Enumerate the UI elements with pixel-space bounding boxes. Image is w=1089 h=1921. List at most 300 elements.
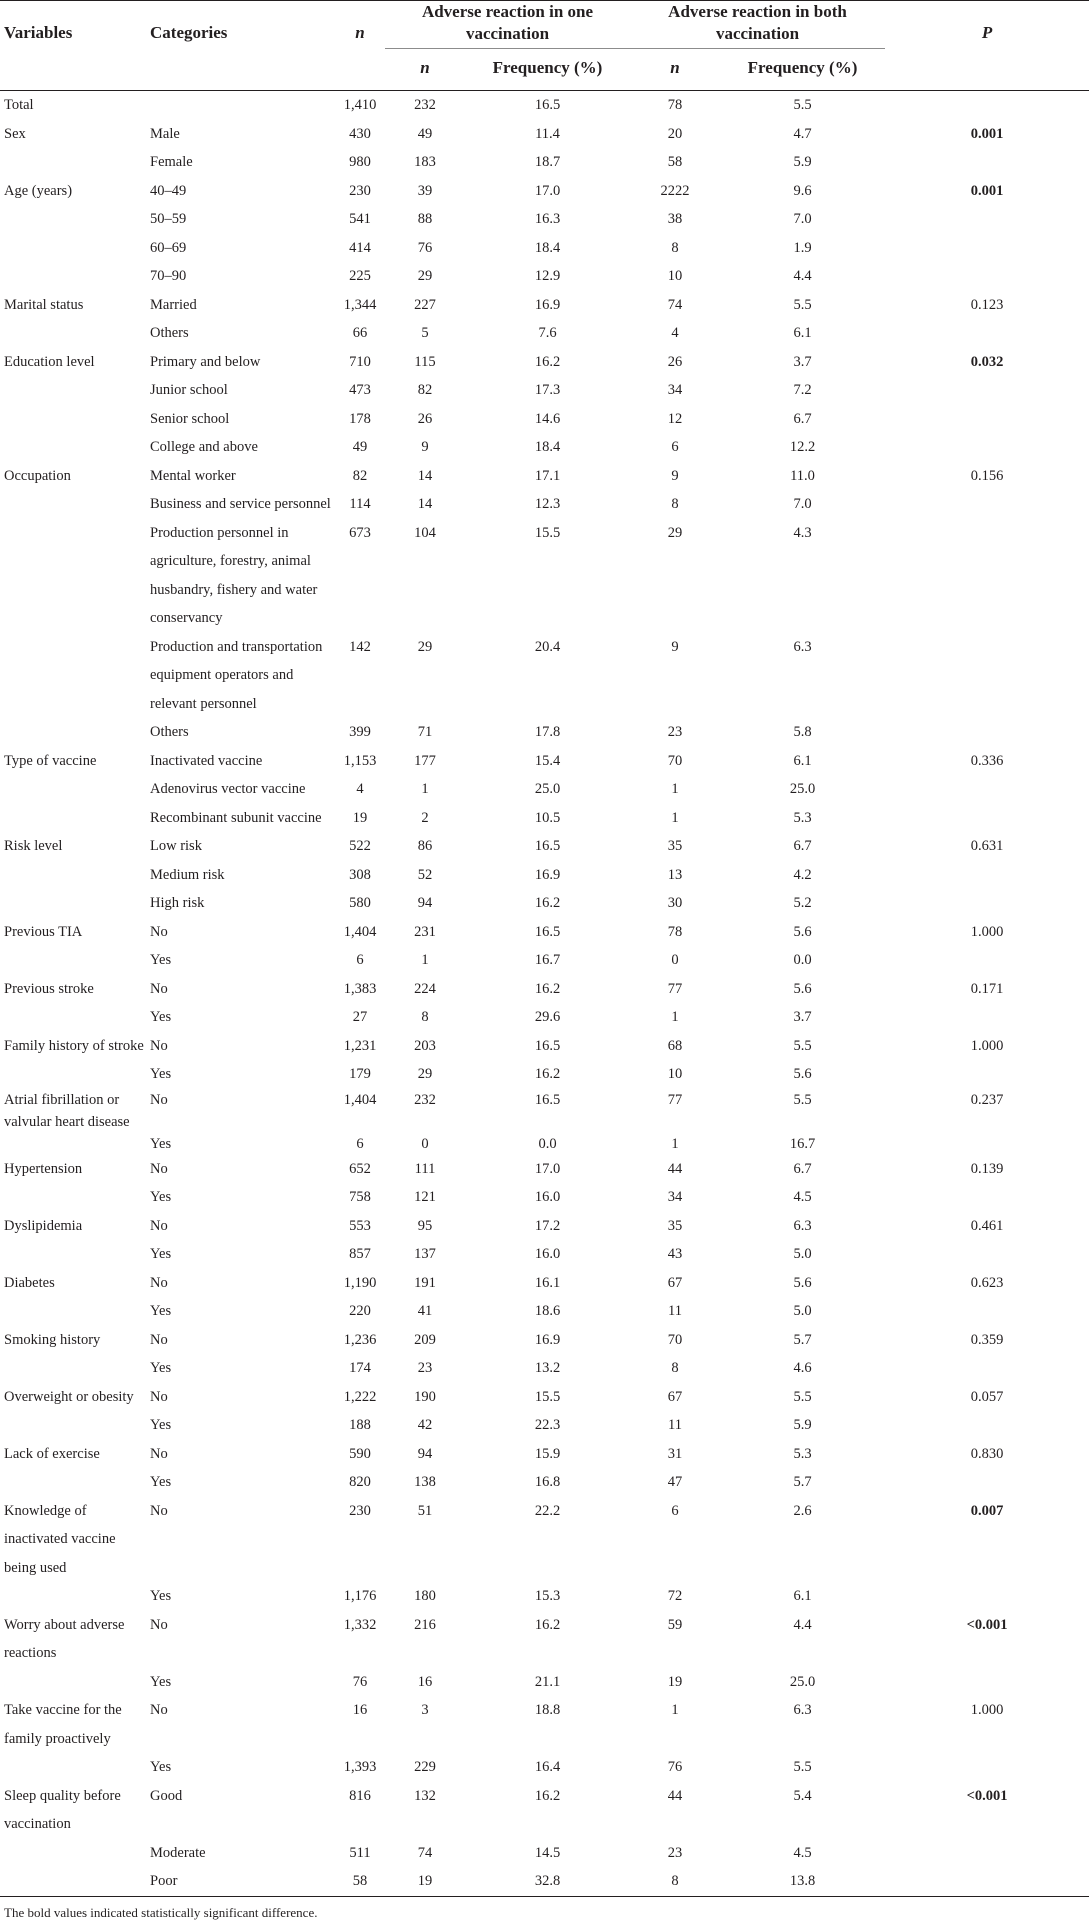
cell-variable: Family history of stroke bbox=[4, 1037, 144, 1054]
header-one-n: n bbox=[385, 49, 465, 91]
cell-one-n: 14 bbox=[417, 467, 433, 484]
cell-one-n: 51 bbox=[417, 1502, 433, 1519]
cell-both-n: 70 bbox=[667, 752, 683, 769]
cell-one-frequency: 16.9 bbox=[534, 866, 561, 883]
cell-p: 1.000 bbox=[970, 1037, 1004, 1054]
table-row bbox=[0, 462, 1089, 491]
cell-both-frequency: 2.6 bbox=[793, 1502, 812, 1519]
cell-n: 174 bbox=[349, 1360, 371, 1376]
cell-category: Senior school bbox=[150, 410, 230, 427]
cell-n: 188 bbox=[349, 1417, 371, 1433]
cell-one-frequency: 18.6 bbox=[534, 1303, 561, 1319]
cell-both-n: 13 bbox=[667, 866, 683, 883]
cell-category: Yes bbox=[150, 1417, 172, 1433]
cell-n: 1,383 bbox=[343, 980, 377, 997]
cell-both-frequency: 5.5 bbox=[793, 1091, 812, 1108]
cell-p bbox=[885, 319, 1089, 348]
cell-one-n: 14 bbox=[417, 496, 433, 512]
cell-variable bbox=[0, 262, 150, 291]
cell-one-frequency: 12.9 bbox=[534, 268, 561, 284]
table-row bbox=[0, 348, 1089, 377]
cell-both-n: 11 bbox=[668, 1417, 682, 1433]
cell-p bbox=[885, 1003, 1089, 1032]
cell-one-n: 82 bbox=[417, 382, 433, 398]
cell-one-n: 9 bbox=[421, 439, 429, 455]
cell-one-frequency: 17.3 bbox=[534, 382, 561, 398]
cell-category: Yes bbox=[150, 1303, 172, 1319]
table-row bbox=[0, 319, 1089, 348]
cell-one-n: 29 bbox=[417, 638, 433, 655]
cell-category: Yes bbox=[150, 1009, 172, 1025]
cell-n: 1,222 bbox=[343, 1388, 377, 1405]
cell-p bbox=[885, 91, 1089, 120]
cell-both-frequency: 11.0 bbox=[790, 467, 815, 484]
cell-one-frequency: 17.0 bbox=[534, 1160, 561, 1177]
cell-both-n: 30 bbox=[667, 895, 683, 911]
cell-both-n: 58 bbox=[667, 154, 683, 170]
cell-p bbox=[885, 234, 1089, 263]
cell-one-frequency: 22.2 bbox=[534, 1502, 561, 1519]
cell-one-frequency: 16.8 bbox=[534, 1474, 561, 1490]
cell-variable bbox=[0, 1468, 150, 1497]
cell-category: Yes bbox=[150, 1588, 172, 1604]
cell-both-n: 1 bbox=[671, 809, 679, 826]
cell-both-n: 11 bbox=[668, 1303, 682, 1319]
cell-n: 1,393 bbox=[343, 1759, 377, 1775]
cell-category: Male bbox=[150, 125, 180, 142]
cell-one-frequency: 11.4 bbox=[535, 125, 560, 142]
cell-both-frequency: 6.7 bbox=[793, 410, 812, 427]
cell-one-frequency: 32.8 bbox=[534, 1873, 561, 1889]
table-row bbox=[0, 718, 1089, 747]
cell-category: Yes bbox=[150, 1246, 172, 1262]
cell-one-frequency: 14.6 bbox=[534, 410, 561, 427]
table-row bbox=[0, 1411, 1089, 1440]
cell-both-n: 12 bbox=[667, 410, 683, 427]
cell-p bbox=[885, 433, 1089, 462]
cell-category: Production personnel in agriculture, forestry, animal husbandry, fishery and water conservancy bbox=[150, 524, 318, 626]
table-row bbox=[0, 1032, 1089, 1061]
cell-p bbox=[885, 1411, 1089, 1440]
cell-variable bbox=[0, 205, 150, 234]
cell-one-n: 74 bbox=[417, 1844, 433, 1861]
cell-p bbox=[885, 804, 1089, 833]
cell-both-n: 43 bbox=[667, 1246, 683, 1262]
table-row bbox=[0, 376, 1089, 405]
cell-one-n: 177 bbox=[414, 752, 436, 769]
cell-one-n: 224 bbox=[414, 980, 436, 997]
cell-variable bbox=[0, 775, 150, 804]
cell-both-frequency: 6.7 bbox=[793, 838, 812, 854]
cell-category: Business and service personnel bbox=[150, 496, 331, 512]
cell-both-n: 67 bbox=[667, 1274, 683, 1291]
cell-one-frequency: 16.5 bbox=[534, 97, 561, 113]
cell-p: 0.359 bbox=[970, 1331, 1004, 1348]
cell-p: 1.000 bbox=[970, 923, 1004, 940]
cell-variable bbox=[0, 433, 150, 462]
cell-both-n: 19 bbox=[667, 1673, 683, 1690]
cell-category: 60–69 bbox=[150, 239, 187, 256]
cell-both-frequency: 5.5 bbox=[793, 296, 812, 313]
cell-n: 1,236 bbox=[343, 1331, 377, 1348]
cell-one-frequency: 18.4 bbox=[534, 239, 561, 256]
table-row bbox=[0, 1326, 1089, 1355]
cell-p: 0.336 bbox=[970, 752, 1004, 769]
cell-one-n: 111 bbox=[414, 1160, 436, 1177]
header-n: n bbox=[355, 23, 365, 42]
table-row bbox=[0, 1782, 1089, 1839]
cell-one-n: 42 bbox=[417, 1417, 433, 1433]
cell-p: 0.123 bbox=[970, 296, 1004, 313]
cell-one-frequency: 7.6 bbox=[538, 325, 557, 341]
cell-variable bbox=[0, 1668, 150, 1697]
cell-n: 1,231 bbox=[343, 1037, 377, 1054]
cell-both-frequency: 6.1 bbox=[793, 1588, 812, 1604]
table-row bbox=[0, 861, 1089, 890]
header-both-frequency: Frequency (%) bbox=[720, 49, 885, 91]
cell-category: Inactivated vaccine bbox=[150, 752, 263, 769]
cell-both-n: 2222 bbox=[660, 182, 690, 199]
cell-n: 230 bbox=[349, 1502, 371, 1519]
cell-both-n: 23 bbox=[667, 1844, 683, 1861]
cell-p bbox=[885, 490, 1089, 519]
cell-one-frequency: 16.4 bbox=[534, 1759, 561, 1775]
cell-one-n: 232 bbox=[414, 1091, 436, 1108]
cell-n: 541 bbox=[349, 211, 371, 227]
cell-category: No bbox=[150, 1217, 168, 1234]
table-row bbox=[0, 519, 1089, 633]
cell-category: Low risk bbox=[150, 838, 202, 854]
cell-category: 40–49 bbox=[150, 182, 187, 199]
cell-n: 590 bbox=[349, 1445, 371, 1462]
cell-n: 473 bbox=[349, 382, 371, 398]
cell-both-n: 31 bbox=[667, 1445, 683, 1462]
cell-n: 179 bbox=[349, 1066, 371, 1082]
cell-one-frequency: 17.2 bbox=[534, 1217, 561, 1234]
cell-both-frequency: 1.9 bbox=[793, 239, 812, 256]
cell-one-n: 104 bbox=[414, 524, 436, 541]
table-body bbox=[0, 91, 1089, 1897]
cell-both-n: 70 bbox=[667, 1331, 683, 1348]
header-variables: Variables bbox=[4, 23, 73, 42]
cell-both-n: 35 bbox=[667, 1217, 683, 1234]
cell-p bbox=[885, 775, 1089, 804]
cell-category: Yes bbox=[150, 952, 172, 968]
cell-both-n: 8 bbox=[671, 239, 679, 256]
cell-both-n: 78 bbox=[667, 97, 683, 113]
cell-both-n: 67 bbox=[667, 1388, 683, 1405]
cell-both-n: 44 bbox=[667, 1787, 683, 1804]
cell-one-n: 71 bbox=[417, 724, 433, 740]
cell-category: Mental worker bbox=[150, 467, 236, 484]
table-row bbox=[0, 205, 1089, 234]
cell-both-frequency: 5.3 bbox=[793, 1445, 812, 1462]
cell-n: 178 bbox=[349, 410, 371, 427]
cell-variable bbox=[0, 946, 150, 975]
cell-one-frequency: 16.2 bbox=[534, 1066, 561, 1082]
cell-one-n: 137 bbox=[414, 1246, 436, 1262]
cell-variable: Diabetes bbox=[4, 1274, 55, 1291]
cell-both-n: 23 bbox=[667, 724, 683, 740]
cell-one-n: 19 bbox=[417, 1873, 433, 1889]
cell-p bbox=[885, 1354, 1089, 1383]
cell-variable: Age (years) bbox=[4, 182, 73, 199]
cell-one-frequency: 18.8 bbox=[534, 1702, 561, 1718]
cell-one-frequency: 16.1 bbox=[534, 1274, 561, 1291]
cell-one-n: 76 bbox=[417, 239, 433, 256]
cell-both-n: 78 bbox=[667, 923, 683, 940]
cell-n: 6 bbox=[356, 952, 364, 968]
cell-one-n: 16 bbox=[417, 1673, 433, 1690]
cell-both-n: 20 bbox=[667, 125, 683, 142]
cell-category: Yes bbox=[150, 1135, 172, 1152]
cell-one-frequency: 17.8 bbox=[534, 724, 561, 740]
cell-category: Moderate bbox=[150, 1844, 206, 1861]
cell-p bbox=[885, 946, 1089, 975]
cell-one-frequency: 13.2 bbox=[534, 1360, 561, 1376]
cell-both-frequency: 3.7 bbox=[793, 353, 812, 370]
cell-category: Poor bbox=[150, 1873, 178, 1889]
cell-category: No bbox=[150, 980, 168, 997]
cell-category: Yes bbox=[150, 1066, 172, 1082]
cell-category: No bbox=[150, 1616, 168, 1633]
cell-variable bbox=[0, 519, 150, 633]
cell-one-n: 138 bbox=[414, 1474, 436, 1490]
cell-one-frequency: 16.9 bbox=[534, 1331, 561, 1348]
cell-p bbox=[885, 1133, 1089, 1155]
cell-category: Others bbox=[150, 724, 189, 740]
table-row bbox=[0, 1468, 1089, 1497]
cell-one-n: 227 bbox=[414, 296, 436, 313]
cell-both-frequency: 4.6 bbox=[793, 1360, 812, 1376]
cell-p bbox=[885, 1240, 1089, 1269]
cell-n: 114 bbox=[349, 496, 371, 512]
cell-one-frequency: 22.3 bbox=[534, 1417, 561, 1433]
cell-n: 230 bbox=[349, 182, 371, 199]
cell-both-n: 77 bbox=[667, 1091, 683, 1108]
cell-category: Yes bbox=[150, 1474, 172, 1490]
table-row bbox=[0, 405, 1089, 434]
cell-p bbox=[885, 1060, 1089, 1089]
cell-both-frequency: 4.4 bbox=[793, 268, 812, 284]
cell-variable bbox=[0, 1297, 150, 1326]
header-categories: Categories bbox=[150, 23, 228, 42]
header-one-frequency: Frequency (%) bbox=[465, 49, 630, 91]
table-row bbox=[0, 1060, 1089, 1089]
cell-category: No bbox=[150, 1331, 168, 1348]
table-row bbox=[0, 1668, 1089, 1697]
cell-both-frequency: 6.3 bbox=[793, 1217, 812, 1234]
cell-p bbox=[885, 889, 1089, 918]
cell-category: Yes bbox=[150, 1673, 172, 1690]
cell-category: College and above bbox=[150, 439, 258, 455]
cell-both-n: 8 bbox=[671, 496, 679, 512]
cell-one-n: 1 bbox=[421, 952, 429, 968]
cell-both-n: 1 bbox=[671, 781, 679, 797]
cell-one-frequency: 15.4 bbox=[534, 752, 561, 769]
cell-both-n: 9 bbox=[671, 467, 679, 484]
cell-one-frequency: 29.6 bbox=[534, 1009, 561, 1025]
cell-variable bbox=[0, 1867, 150, 1896]
table-row bbox=[0, 1269, 1089, 1298]
cell-one-n: 183 bbox=[414, 154, 436, 170]
table-footnote: The bold values indicated statistically significant difference. bbox=[4, 1904, 318, 1920]
cell-variable: Lack of exercise bbox=[4, 1445, 100, 1462]
cell-variable bbox=[0, 1582, 150, 1611]
cell-both-frequency: 4.2 bbox=[793, 866, 812, 883]
cell-one-n: 191 bbox=[414, 1274, 436, 1291]
cell-n: 225 bbox=[349, 268, 371, 284]
cell-p bbox=[885, 1297, 1089, 1326]
cell-category: No bbox=[150, 1702, 168, 1718]
cell-both-frequency: 0.0 bbox=[793, 952, 812, 968]
cell-variable bbox=[0, 405, 150, 434]
table-row bbox=[0, 234, 1089, 263]
cell-one-frequency: 10.5 bbox=[534, 809, 561, 826]
cell-p: <0.001 bbox=[966, 1787, 1008, 1804]
cell-p bbox=[885, 1753, 1089, 1782]
cell-variable bbox=[0, 1411, 150, 1440]
cell-both-n: 77 bbox=[667, 980, 683, 997]
cell-one-n: 29 bbox=[417, 1066, 433, 1082]
cell-variable bbox=[0, 490, 150, 519]
cell-one-frequency: 20.4 bbox=[534, 638, 561, 655]
cell-both-frequency: 5.6 bbox=[793, 1066, 812, 1082]
cell-both-frequency: 6.3 bbox=[793, 638, 812, 655]
cell-one-n: 232 bbox=[414, 97, 436, 113]
table-row bbox=[0, 1497, 1089, 1583]
cell-both-frequency: 25.0 bbox=[789, 1673, 816, 1690]
cell-variable bbox=[0, 861, 150, 890]
cell-one-n: 26 bbox=[417, 410, 433, 427]
cell-one-frequency: 16.0 bbox=[534, 1246, 561, 1262]
cell-both-frequency: 5.5 bbox=[793, 1037, 812, 1054]
cell-n: 1,176 bbox=[343, 1588, 377, 1604]
table-row bbox=[0, 775, 1089, 804]
cell-both-frequency: 5.6 bbox=[793, 980, 812, 997]
cell-p bbox=[885, 861, 1089, 890]
cell-both-frequency: 6.1 bbox=[793, 325, 812, 341]
table-header bbox=[0, 1, 1089, 91]
cell-one-frequency: 21.1 bbox=[534, 1673, 561, 1690]
cell-p bbox=[885, 718, 1089, 747]
cell-one-frequency: 15.5 bbox=[534, 524, 561, 541]
cell-n: 220 bbox=[349, 1303, 371, 1319]
cell-n: 980 bbox=[349, 154, 371, 170]
table-row bbox=[0, 1155, 1089, 1184]
cell-variable: Dyslipidemia bbox=[4, 1217, 83, 1234]
cell-one-n: 180 bbox=[414, 1588, 436, 1604]
cell-both-frequency: 5.0 bbox=[793, 1303, 812, 1319]
cell-variable bbox=[0, 1839, 150, 1868]
cell-both-n: 26 bbox=[667, 353, 683, 370]
cell-one-n: 8 bbox=[421, 1009, 429, 1025]
cell-n: 430 bbox=[349, 125, 371, 142]
table-row bbox=[0, 1611, 1089, 1668]
table-row bbox=[0, 148, 1089, 177]
cell-both-n: 34 bbox=[667, 1189, 683, 1205]
cell-category: No bbox=[150, 1274, 168, 1291]
cell-both-frequency: 4.5 bbox=[793, 1844, 812, 1861]
cell-n: 142 bbox=[349, 638, 371, 655]
cell-one-frequency: 16.2 bbox=[534, 980, 561, 997]
cell-n: 1,404 bbox=[343, 923, 377, 940]
cell-one-frequency: 16.2 bbox=[534, 895, 561, 911]
cell-both-frequency: 7.0 bbox=[793, 211, 812, 227]
cell-one-frequency: 16.9 bbox=[534, 296, 561, 313]
cell-n: 673 bbox=[349, 524, 371, 541]
cell-category: No bbox=[150, 923, 168, 940]
cell-both-frequency: 5.0 bbox=[793, 1246, 812, 1262]
cell-both-frequency: 12.2 bbox=[789, 439, 816, 455]
cell-n: 522 bbox=[349, 838, 371, 854]
cell-both-frequency: 5.7 bbox=[793, 1474, 812, 1490]
cell-category: Yes bbox=[150, 1360, 172, 1376]
cell-p bbox=[885, 519, 1089, 633]
cell-n: 1,344 bbox=[343, 296, 377, 313]
cell-variable: Previous TIA bbox=[4, 923, 83, 940]
cell-category: Yes bbox=[150, 1759, 172, 1775]
cell-n: 6 bbox=[356, 1135, 364, 1152]
cell-n: 27 bbox=[352, 1009, 368, 1025]
table-row bbox=[0, 1383, 1089, 1412]
cell-variable: Education level bbox=[4, 353, 95, 370]
cell-both-frequency: 7.0 bbox=[793, 496, 812, 512]
cell-p: 0.139 bbox=[970, 1160, 1004, 1177]
cell-variable: Smoking history bbox=[4, 1331, 101, 1348]
cell-p bbox=[885, 148, 1089, 177]
cell-both-frequency: 5.2 bbox=[793, 895, 812, 911]
cell-variable bbox=[0, 234, 150, 263]
cell-one-frequency: 16.7 bbox=[534, 952, 561, 968]
cell-both-n: 59 bbox=[667, 1616, 683, 1633]
cell-one-n: 203 bbox=[414, 1037, 436, 1054]
table-row bbox=[0, 91, 1089, 120]
table-row bbox=[0, 1582, 1089, 1611]
cell-n: 511 bbox=[349, 1844, 371, 1861]
cell-both-frequency: 16.7 bbox=[789, 1135, 816, 1152]
cell-n: 1,404 bbox=[343, 1091, 377, 1108]
cell-both-frequency: 5.8 bbox=[793, 724, 812, 740]
cell-category: No bbox=[150, 1160, 168, 1177]
cell-p bbox=[885, 262, 1089, 291]
cell-category: Female bbox=[150, 154, 193, 170]
cell-both-n: 9 bbox=[671, 638, 679, 655]
cell-one-frequency: 17.1 bbox=[534, 467, 561, 484]
cell-p bbox=[885, 1183, 1089, 1212]
cell-p bbox=[885, 633, 1089, 719]
cell-variable: Previous stroke bbox=[4, 980, 94, 997]
header-group-one: Adverse reaction in one vaccination bbox=[421, 2, 594, 43]
cell-both-frequency: 5.6 bbox=[793, 923, 812, 940]
cell-both-n: 10 bbox=[667, 1066, 683, 1082]
cell-category: Adenovirus vector vaccine bbox=[150, 781, 306, 797]
cell-p bbox=[885, 1468, 1089, 1497]
cell-variable bbox=[0, 804, 150, 833]
cell-variable bbox=[0, 1060, 150, 1089]
cell-category: Married bbox=[150, 296, 197, 313]
cell-one-frequency: 16.2 bbox=[534, 1616, 561, 1633]
cell-p bbox=[885, 1839, 1089, 1868]
cell-both-frequency: 4.4 bbox=[793, 1616, 812, 1633]
cell-n: 580 bbox=[349, 895, 371, 911]
cell-one-frequency: 16.2 bbox=[534, 1787, 561, 1804]
table-row bbox=[0, 1440, 1089, 1469]
cell-n: 308 bbox=[349, 866, 371, 883]
cell-both-n: 74 bbox=[667, 296, 683, 313]
cell-one-frequency: 15.5 bbox=[534, 1388, 561, 1405]
cell-n: 1,190 bbox=[343, 1274, 377, 1291]
